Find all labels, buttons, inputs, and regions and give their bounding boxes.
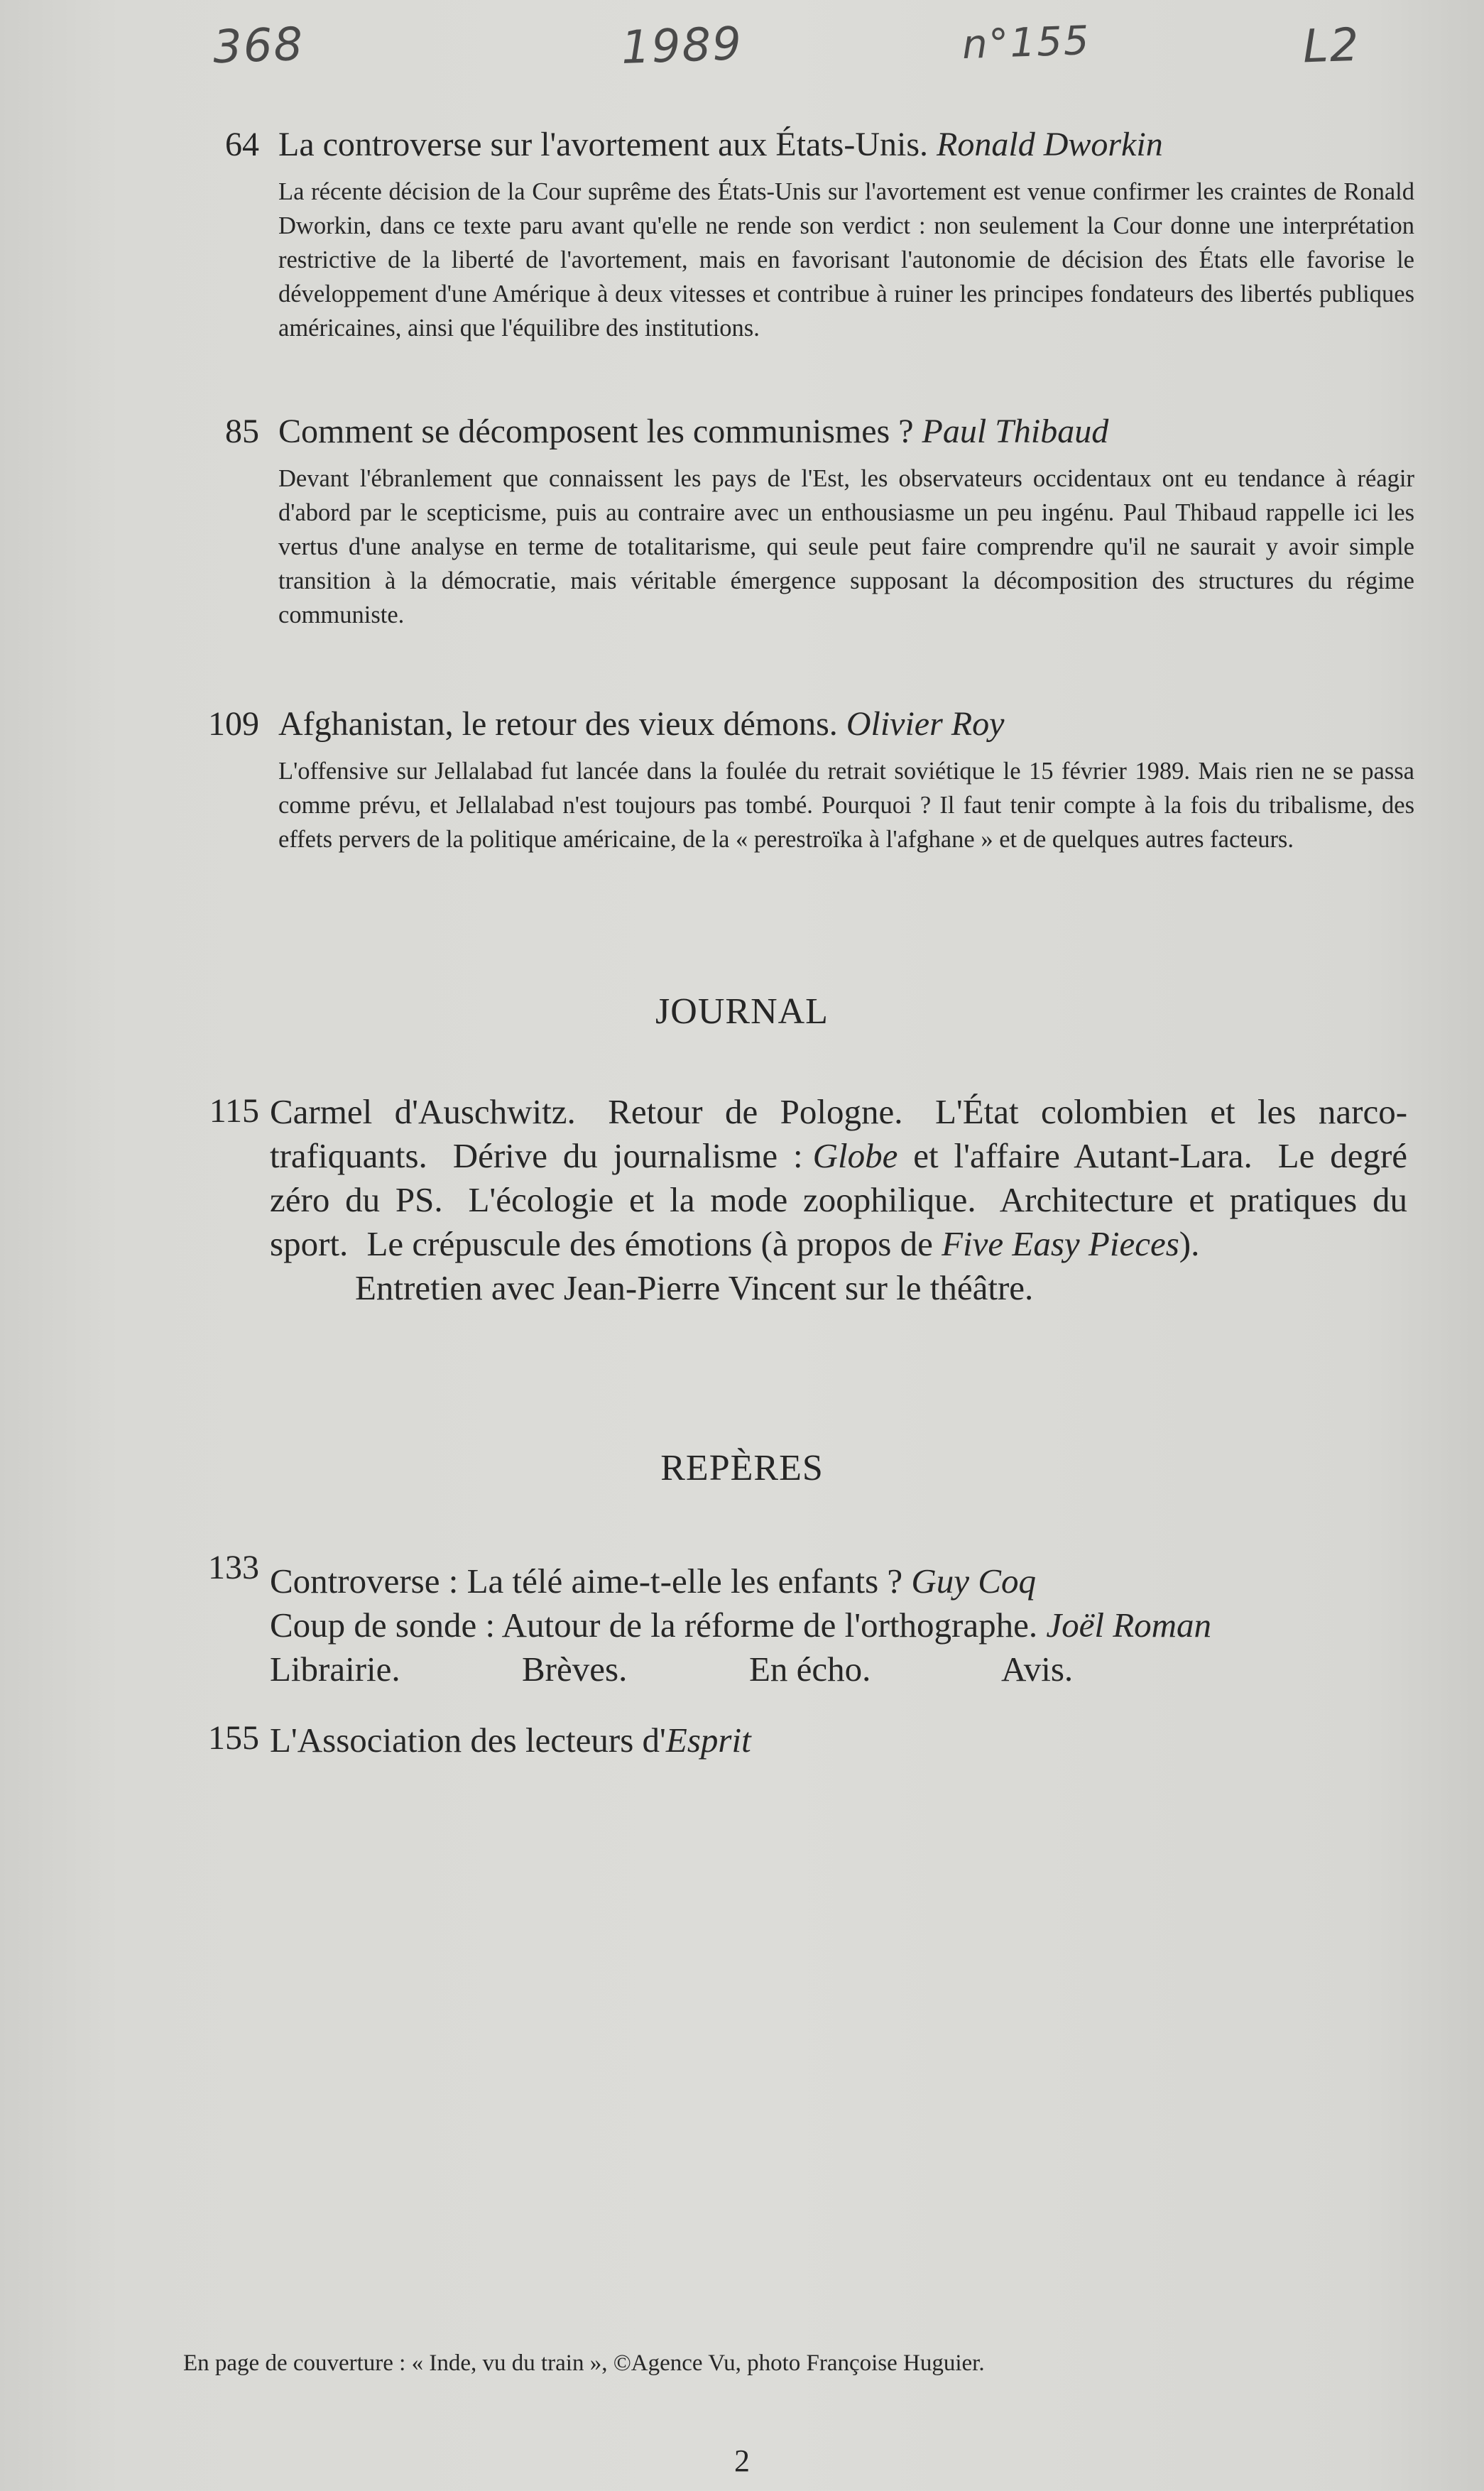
reperes-item: Avis. bbox=[1001, 1650, 1074, 1689]
reperes-item: Controverse : La télé aime-t-elle les enfants ? bbox=[270, 1561, 903, 1601]
journal-item: Carmel d'Auschwitz. bbox=[270, 1092, 576, 1131]
journal-item: Entretien avec Jean-Pierre Vincent sur le théâtre. bbox=[355, 1268, 1034, 1307]
association-text: L'Association des lecteurs d' bbox=[270, 1721, 666, 1760]
entry-page-number: 64 bbox=[225, 126, 259, 163]
reperes-author: Guy Coq bbox=[911, 1561, 1036, 1601]
entry-page-number: 85 bbox=[225, 413, 259, 450]
reperes-item: Librairie. bbox=[270, 1650, 400, 1689]
reperes-item: En écho. bbox=[749, 1650, 871, 1689]
reperes-page-number: 133 bbox=[208, 1549, 259, 1586]
journal-item: L'État colombien et les narco-trafiquants. bbox=[270, 1092, 1408, 1175]
entry-summary: Devant l'ébranlement que connaissent les pays de l'Est, les observateurs occidentaux ont eu tendance à réagir d'abord par le scepticisme, puis au contraire avec un enthousiasme un peu ingénu. Paul Thibaud rappelle ici les vertus d'une analyse en terme de totalitarisme, qui seule peut faire comprendre qu'il ne saurait y avoir simple transition à la démocratie, mais véritable émergence supposant la décomposition des structures du régime communiste. bbox=[278, 465, 1414, 628]
entry-author: Olivier Roy bbox=[846, 705, 1005, 743]
reperes-author: Joël Roman bbox=[1046, 1606, 1212, 1645]
journal-item: et l'affaire Autant-Lara. bbox=[913, 1136, 1253, 1175]
journal-items bbox=[270, 1090, 1407, 1310]
entry-page-number: 109 bbox=[208, 705, 259, 743]
reperes-item: Coup de sonde : Autour de la réforme de l'orthographe. bbox=[270, 1606, 1038, 1645]
entry-title-line bbox=[278, 410, 1414, 453]
journal-item: L'écologie et la mode zoophilique. bbox=[468, 1180, 976, 1219]
handwritten-note-1: 368 bbox=[212, 18, 305, 75]
journal-item-punct: ). bbox=[1179, 1224, 1200, 1263]
reperes-line-3 bbox=[270, 1647, 1073, 1691]
entry-author: Ronald Dworkin bbox=[937, 126, 1163, 163]
reperes-line-2 bbox=[270, 1603, 1211, 1647]
journal-item-italic: Globe bbox=[812, 1136, 898, 1175]
handwritten-note-4: L2 bbox=[1302, 18, 1361, 74]
journal-page-number: 115 bbox=[209, 1092, 259, 1130]
reperes-line-1 bbox=[270, 1559, 1036, 1603]
entry-title-line bbox=[278, 703, 1414, 746]
journal-item: Architecture et pratiques du sport. bbox=[270, 1180, 1407, 1263]
journal-item: Dérive du journalisme : bbox=[452, 1136, 803, 1175]
entry-summary: La récente décision de la Cour suprême des États-Unis sur l'avortement est venue confirmer les craintes de Ronald Dworkin, dans ce texte paru avant qu'elle ne rende son verdict : non seulement la Cour donne une interprétation restrictive de la liberté de l'avortement, mais en favorisant l'autonomie de décision des États elle favorise le développement d'une Amérique à deux vitesses et contribue à ruiner les principes fondateurs des libertés publiques américaines, ainsi que l'équilibre des institutions. bbox=[278, 178, 1414, 342]
page-number: 2 bbox=[734, 2443, 750, 2478]
association-page-number: 155 bbox=[208, 1719, 259, 1757]
association-italic: Esprit bbox=[665, 1721, 751, 1760]
association-line bbox=[270, 1718, 751, 1762]
cover-credit: En page de couverture : « Inde, vu du train », ©Agence Vu, photo Françoise Huguier. bbox=[183, 2350, 985, 2376]
entry-summary: L'offensive sur Jellalabad fut lancée dans la foulée du retrait soviétique le 15 février 1989. Mais rien ne se passa comme prévu, et Jellalabad n'est toujours pas tombé. Pourquoi ? Il faut tenir compte à la fois du tribalisme, des effets pervers de la politique américaine, de la « perestroïka à l'afghane » et de quelques autres facteurs. bbox=[278, 758, 1414, 853]
journal-item-italic: Five Easy Pieces bbox=[942, 1224, 1179, 1263]
entry-title-line bbox=[278, 124, 1414, 166]
journal-item: Retour de Pologne. bbox=[608, 1092, 903, 1131]
entry-title: Afghanistan, le retour des vieux démons. bbox=[278, 705, 838, 743]
journal-item: Le degré zéro du PS. bbox=[270, 1136, 1408, 1219]
entry-title: Comment se décomposent les communismes ? bbox=[278, 413, 914, 450]
handwritten-note-2: 1989 bbox=[620, 18, 744, 75]
entry-title: La controverse sur l'avortement aux États-Unis. bbox=[278, 126, 929, 163]
entry-author: Paul Thibaud bbox=[922, 413, 1109, 450]
section-heading-journal: JOURNAL bbox=[655, 991, 829, 1032]
reperes-item: Brèves. bbox=[522, 1650, 628, 1689]
section-heading-reperes: REPÈRES bbox=[660, 1448, 824, 1488]
handwritten-note-3: n°155 bbox=[961, 17, 1091, 69]
journal-item: Le crépuscule des émotions (à propos de bbox=[366, 1224, 933, 1263]
